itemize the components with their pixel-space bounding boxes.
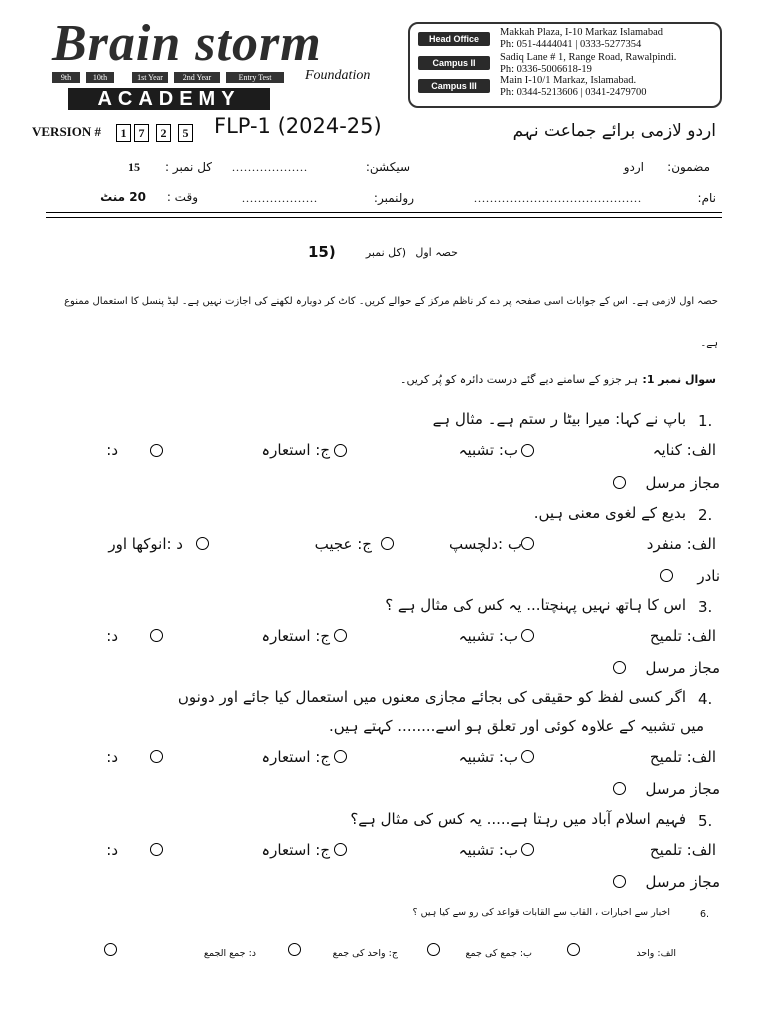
option-c-bubble[interactable] [196, 537, 209, 550]
option-c-bubble[interactable] [150, 750, 163, 763]
question-text-continued: میں تشبیہ کے علاوہ کوئی اور تعلق ہو اسے........ کہتے ہیں. [329, 717, 704, 735]
level-tag: 10th [86, 72, 114, 83]
option-b-label: ب :دلچسپ [449, 535, 522, 553]
option-b-bubble[interactable] [334, 843, 347, 856]
question-instruction: ہر جزو کے سامنے دیے گئے درست دائرہ کو پُر کریں۔ [400, 373, 638, 386]
subject-label: مضمون: [667, 160, 710, 174]
question-number: 2. [698, 506, 713, 524]
option-d-label: د :انوکھا اور [108, 535, 183, 553]
option-d-bubble[interactable] [104, 943, 117, 956]
option-d-text: مجاز مرسل [645, 780, 720, 798]
option-d-label: د: [106, 627, 118, 645]
option-a-label: الف: واحد [636, 948, 676, 959]
option-c-label: ج: استعارہ [261, 627, 330, 645]
question-text: اس کا ہاتھ نہیں پہنچتا... یہ کس کی مثال ہے ؟ [385, 596, 686, 614]
name-label: نام: [697, 191, 716, 205]
option-d-text: مجاز مرسل [645, 659, 720, 677]
question-number: 4. [698, 690, 713, 708]
urdu-paper-title: اردو لازمی برائے جماعت نہم [512, 121, 716, 141]
phone-line: Ph: 051-4444041 | 0333-5277354 [500, 39, 642, 50]
option-c-label: ج: استعارہ [261, 748, 330, 766]
option-b-bubble[interactable] [381, 537, 394, 550]
option-a-label: الف: تلمیح [649, 841, 716, 859]
option-a-bubble[interactable] [521, 444, 534, 457]
section-blank: ................... [232, 160, 308, 174]
option-c-bubble[interactable] [150, 629, 163, 642]
option-a-bubble[interactable] [521, 537, 534, 550]
level-tag: Entry Test [226, 72, 284, 83]
header-divider [46, 212, 722, 213]
level-tag: 2nd Year [174, 72, 220, 83]
campus-iii-tag: Campus III [418, 79, 490, 93]
option-c-bubble[interactable] [288, 943, 301, 956]
question-text: اگر کسی لفظ کو حقیقی کی بجائے مجازی معنوں میں استعمال کیا جائے اور دونوں [177, 688, 686, 706]
address-line: Main I-10/1 Markaz, Islamabad. [500, 75, 637, 86]
option-b-label: ب: جمع کی جمع [465, 948, 532, 959]
option-d-label: د: جمع الجمع [203, 948, 256, 959]
option-b-bubble[interactable] [334, 750, 347, 763]
phone-line: Ph: 0336-5006618-19 [500, 64, 592, 75]
option-d-bubble[interactable] [613, 782, 626, 795]
option-c-bubble[interactable] [150, 843, 163, 856]
option-d-label: د: [106, 441, 118, 459]
option-c-bubble[interactable] [150, 444, 163, 457]
subject-value: اردو [623, 160, 644, 174]
option-c-label: ج: استعارہ [261, 441, 330, 459]
question-number-label: سوال نمبر 1: [642, 373, 716, 386]
option-d-label: د: [106, 748, 118, 766]
roll-number-blank: ................... [242, 191, 318, 205]
option-b-label: ب: تشبیہ [458, 748, 518, 766]
name-blank: .......................................... [474, 191, 642, 205]
level-tag: 1st Year [132, 72, 168, 83]
option-a-label: الف: منفرد [646, 535, 716, 553]
question-number: 5. [698, 812, 713, 830]
version-digit-box: 2 [156, 124, 171, 142]
time-label: وقت : [166, 190, 198, 204]
time-value: 20 منٹ [100, 190, 146, 204]
option-c-label: ج: استعارہ [261, 841, 330, 859]
instructions-line: حصہ اول لازمی ہے۔ اس کے جوابات اسی صفحہ پر دے کر ناظم مرکز کے حوالے کریں۔ کاٹ کر دوبارہ لکھنے کی اجازت نہیں ہے۔ لیڈ پنسل کا استعمال ممنوع [64, 296, 718, 307]
paper-title: FLP-1 (2024-25) [214, 114, 382, 138]
option-a-bubble[interactable] [521, 843, 534, 856]
option-b-bubble[interactable] [334, 444, 347, 457]
option-a-bubble[interactable] [521, 629, 534, 642]
address-line: Makkah Plaza, I-10 Markaz Islamabad [500, 27, 663, 38]
version-digit-box: 7 [134, 124, 149, 142]
question-text: بدیع کے لغوی معنی ہیں. [533, 504, 686, 522]
option-d-text: مجاز مرسل [645, 873, 720, 891]
brainstorm-logo-wordmark: Brain storm [52, 15, 322, 72]
question-number: 1. [698, 412, 713, 430]
question-text: اخبار سے اخبارات ، القاب سے القابات قواعد کی رو سے کیا ہیں ؟ [412, 907, 670, 918]
option-d-bubble[interactable] [613, 476, 626, 489]
academy-banner: ACADEMY [68, 88, 270, 110]
option-b-label: ب: تشبیہ [458, 841, 518, 859]
total-marks-label: کل نمبر : [165, 160, 212, 174]
option-a-label: الف: تلمیح [649, 748, 716, 766]
roll-number-label: رولنمبر: [373, 191, 414, 205]
total-marks-value: 15 [128, 160, 140, 174]
option-b-bubble[interactable] [427, 943, 440, 956]
option-a-bubble[interactable] [521, 750, 534, 763]
option-d-text: مجاز مرسل [645, 474, 720, 492]
version-digit-box: 1 [116, 124, 131, 142]
option-c-label: ج: واحد کی جمع [332, 948, 398, 959]
question-number: 3. [698, 598, 713, 616]
question-text: باپ نے کہا: میرا بیٹا ر ستم ہے۔ مثال ہے [432, 410, 686, 428]
option-d-label: د: [106, 841, 118, 859]
level-tag: 9th [52, 72, 80, 83]
head-office-tag: Head Office [418, 32, 490, 46]
question-number: 6. [700, 909, 710, 920]
section-label: سیکشن: [365, 160, 410, 174]
address-line: Sadiq Lane # 1, Range Road, Rawalpindi. [500, 52, 677, 63]
option-d-text: نادر [697, 567, 720, 585]
version-digit-box: 5 [178, 124, 193, 142]
phone-line: Ph: 0344-5213606 | 0341-2479700 [500, 87, 647, 98]
option-c-label: ج: عجیب [314, 535, 372, 553]
option-a-label: الف: تلمیح [649, 627, 716, 645]
part-title: حصہ اول [415, 246, 458, 259]
header-divider [46, 217, 722, 218]
question-text: فہیم اسلام آباد میں رہتا ہے..... یہ کس کی مثال ہے؟ [350, 810, 686, 828]
logo-foundation-text: Foundation [305, 68, 371, 83]
instructions-line: ہے۔ [700, 338, 718, 349]
option-d-bubble[interactable] [613, 875, 626, 888]
option-b-label: ب: تشبیہ [458, 441, 518, 459]
option-a-label: الف: کنایہ [652, 441, 716, 459]
option-b-label: ب: تشبیہ [458, 627, 518, 645]
version-label: VERSION # [32, 124, 101, 139]
part-marks-value: 15) [308, 243, 336, 261]
option-d-bubble[interactable] [613, 661, 626, 674]
option-d-bubble[interactable] [660, 569, 673, 582]
option-a-bubble[interactable] [567, 943, 580, 956]
campus-ii-tag: Campus II [418, 56, 490, 70]
option-b-bubble[interactable] [334, 629, 347, 642]
part-marks-label: (کل نمبر [365, 246, 406, 259]
